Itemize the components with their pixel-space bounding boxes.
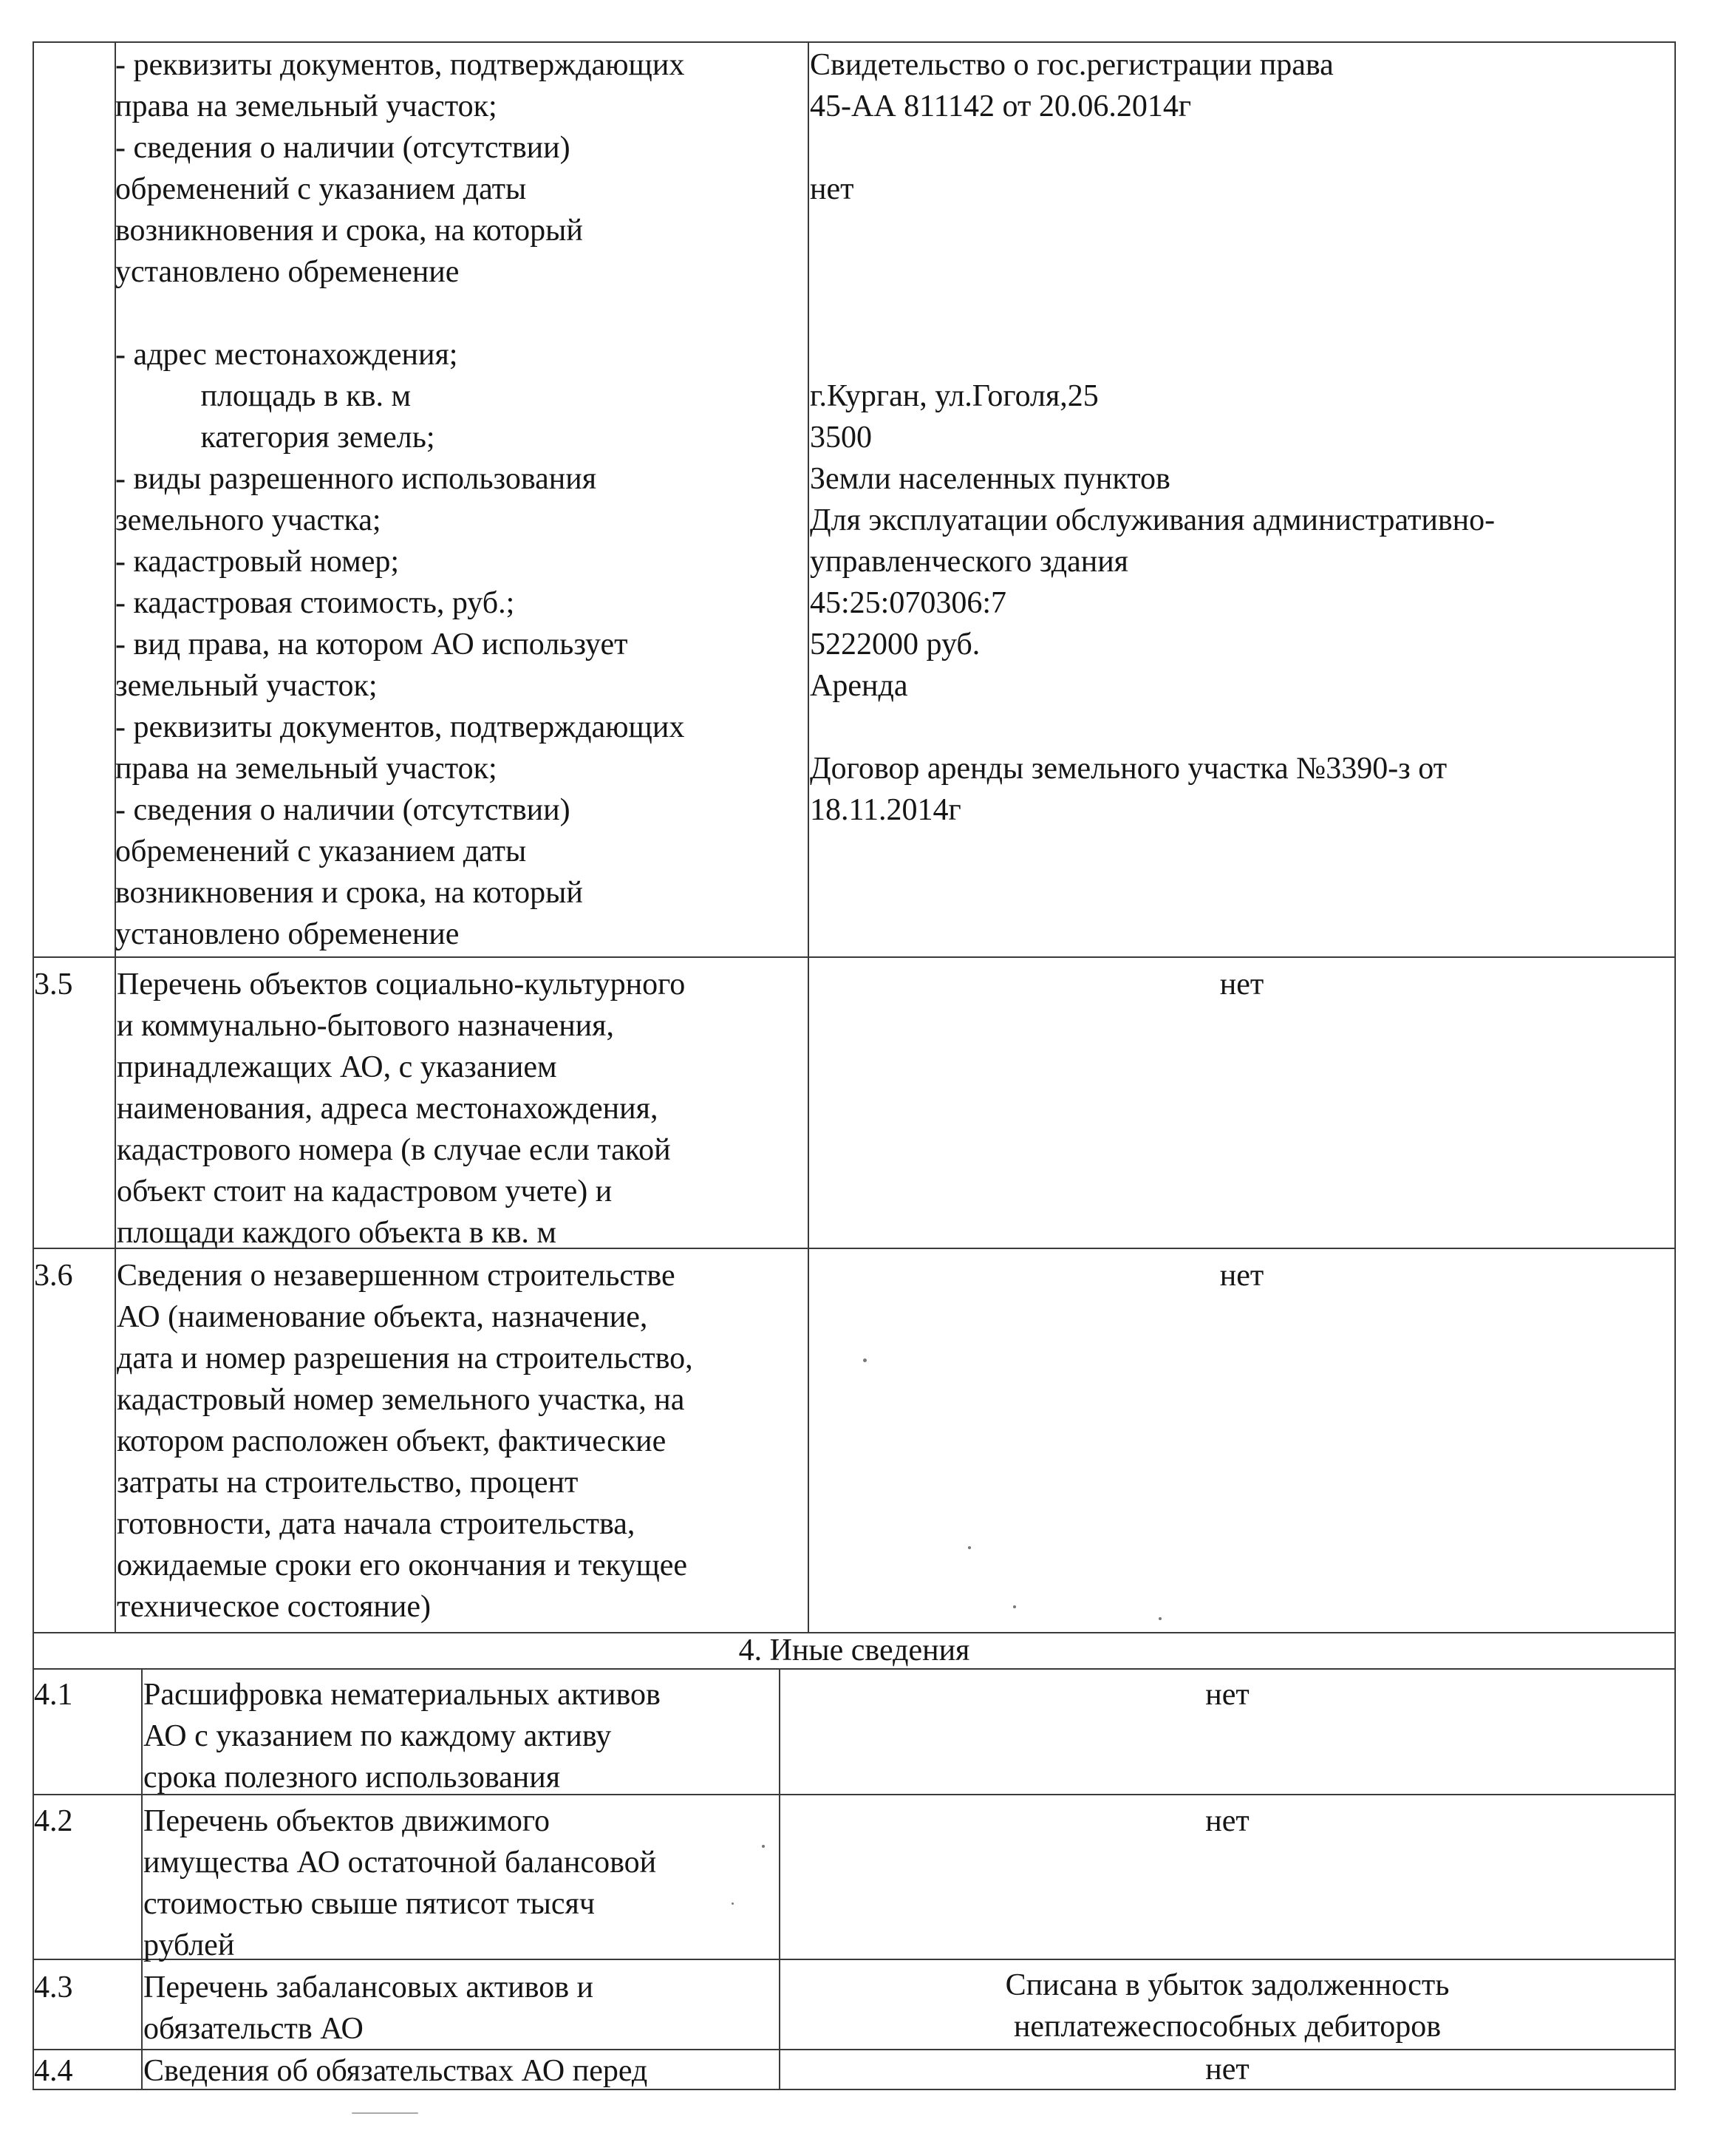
table-left-border	[33, 41, 34, 2089]
section-4-title: 4. Иные сведения	[738, 1633, 970, 1667]
scan-speck	[352, 2112, 418, 2114]
table-right-border	[1674, 41, 1676, 2089]
scan-speck	[732, 1902, 734, 1905]
row-4-2-number: 4.2	[34, 1804, 73, 1838]
row-4-1-number: 4.1	[34, 1678, 73, 1712]
scan-speck	[968, 1546, 971, 1549]
row-4-3-value-text: Списана в убыток задолженность неплатежеспособных дебиторов	[1005, 1968, 1450, 2044]
scan-speck	[863, 1358, 867, 1362]
row-3-5-requirement-text: Перечень объектов социально-культурного и коммунально-бытового назначения, принадлежащих АО, с указанием наименования, адреса местонахождения, кадастрового номера (в случае если такой объект стоит на кадастровом учете) и площади каждого объекта в кв. м	[117, 968, 686, 1250]
row-4-1-requirement-text: Расшифровка нематериальных активов АО с указанием по каждому активу срока полезного использования	[143, 1678, 661, 1795]
row-4-2-value-text: нет	[1205, 1804, 1250, 1838]
row-rule-3-5	[33, 956, 1676, 958]
scan-speck	[1159, 1617, 1162, 1620]
row-3-5-number: 3.5	[34, 968, 73, 1002]
row-3-5-value-text: нет	[1219, 968, 1264, 1002]
section4-num-divider	[141, 1668, 143, 2089]
row-4-3-requirement-text: Перечень забалансовых активов и обязательств АО	[143, 1970, 594, 2046]
row-3-6-number: 3.6	[34, 1259, 73, 1293]
row-4-4-number: 4.4	[34, 2054, 73, 2088]
row-4-4-value-text: нет	[1205, 2053, 1250, 2087]
row-3-4-requirements-text: - реквизиты документов, подтверждающих права на земельный участок; - сведения о наличии (отсутствии) обременений с указанием даты возникновения и срока, на который установлено обременение - адрес местонахождения; площадь в кв. м категория земель; - виды разрешенного использования земельного участка; - кадастровый номер; - кадастровая стоимость, руб.; - вид права, на котором АО использует земельный участок; - реквизиты документов, подтверждающих права на земельный участок; - сведения о наличии (отсутствии) обременений с указанием даты возникновения и срока, на который установлено обременение	[115, 48, 685, 951]
section3-col-divider	[808, 41, 809, 1632]
row-4-4-requirement-text: Сведения об обязательствах АО перед	[143, 2054, 648, 2088]
table-top-rule	[33, 41, 1676, 43]
scan-speck	[1013, 1605, 1016, 1608]
row-4-1-value-text: нет	[1205, 1678, 1250, 1712]
scan-speck	[762, 1845, 765, 1848]
row-3-6-requirement-text: Сведения о незавершенном строительстве АО (наименование объекта, назначение, дата и номер разрешения на строительство, кадастровый номер земельного участка, на котором расположен объект, фактические затраты на строительство, процент готовности, дата начала строительства, ожидаемые сроки его окончания и текущее техническое состояние)	[117, 1259, 693, 1624]
row-4-3-number: 4.3	[34, 1970, 73, 2004]
row-3-6-value-text: нет	[1219, 1259, 1264, 1293]
row-4-2-requirement-text: Перечень объектов движимого имущества АО остаточной балансовой стоимостью свыше пятисот тысяч рублей	[143, 1804, 657, 1962]
row-3-4-values-text: Свидетельство о гос.регистрации права 45-АА 811142 от 20.06.2014г нет г.Курган, ул.Гоголя,25 3500 Земли населенных пунктов Для эксплуатации обслуживания административно- управленческого здания 45:25:070306:7 5222000 руб. Аренда Договор аренды земельного участка №3390-з от 18.11.2014г	[810, 48, 1496, 827]
